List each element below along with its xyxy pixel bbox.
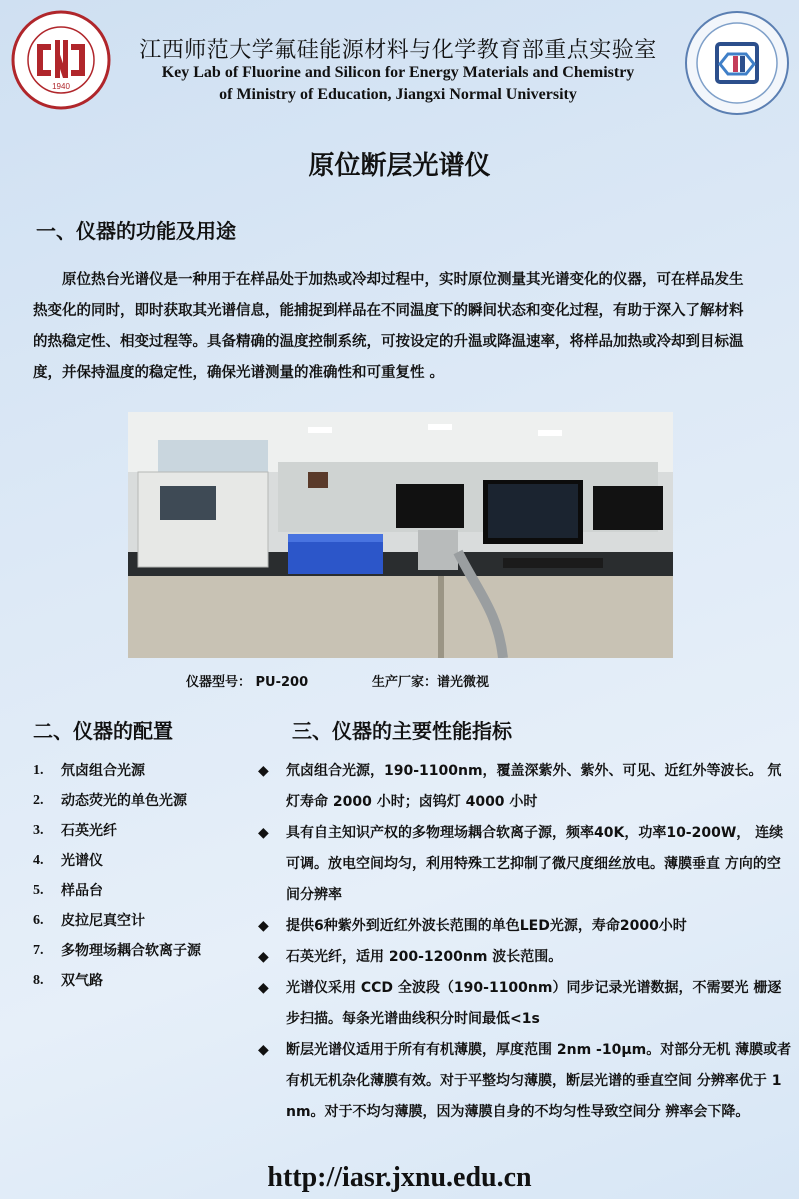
function-paragraph: 原位热台光谱仪是一种用于在样品处于加热或冷却过程中，实时原位测量其光谱变化的仪器，可在样品发生热变化的同时，即时获取其光谱信息，能捕捉到样品在不同温度下的瞬间状态和变化过程，有助于深入了解材料的热稳定性、相变过程等。具备精确的温度控制系统，可按设定的升温或降温速率，将样品加热或冷却到目标温度，并保持温度的稳定性，确保光谱测量的准确性和可重复性 。 [33, 272, 744, 381]
section-heading-performance: 三、仪器的主要性能指标 [292, 719, 512, 743]
list-item: 6. 皮拉尼真空计 [33, 913, 145, 929]
list-item: 3. 石英光纤 [33, 823, 117, 839]
list-item: 1. 氘卤组合光源 [33, 763, 145, 779]
list-item: ◆ 提供6种紫外到近红外波长范围的单色LED光源，寿命2000小时 [258, 911, 793, 942]
section-heading-config: 二、仪器的配置 [33, 719, 173, 743]
diamond-bullet-icon: ◆ [258, 949, 269, 965]
list-item: ◆ 氘卤组合光源，190-1100nm，覆盖深紫外、紫外、可见、近红外等波长。 氘灯寿命 2000 小时；卤钨灯 4000 小时 [258, 756, 793, 818]
list-item: 2. 动态荧光的单色光源 [33, 793, 187, 809]
list-item: ◆ 光谱仪采用 CCD 全波段（190-1100nm）同步记录光谱数据，不需要光 栅逐步扫描。每条光谱曲线积分时间最低<1s [258, 973, 793, 1035]
diamond-bullet-icon: ◆ [258, 918, 269, 934]
diamond-bullet-icon: ◆ [258, 1042, 269, 1058]
instrument-manufacturer: 生产厂家：谱光微视 [372, 675, 490, 690]
diamond-bullet-icon: ◆ [258, 763, 269, 779]
section-heading-function: 一、仪器的功能及用途 [36, 219, 236, 243]
list-item: 8. 双气路 [33, 973, 103, 989]
lab-logo [684, 10, 790, 116]
list-item: 5. 样品台 [33, 883, 103, 899]
header-title-en-line2: of Ministry of Education, Jiangxi Normal University [219, 86, 577, 103]
header-title-en-line1: Key Lab of Fluorine and Silicon for Energy Materials and Chemistry [161, 64, 635, 81]
list-item: 7. 多物理场耦合软离子源 [33, 943, 201, 959]
list-item: ◆ 石英光纤，适用 200-1200nm 波长范围。 [258, 942, 793, 973]
diamond-bullet-icon: ◆ [258, 980, 269, 996]
config-list [33, 756, 243, 996]
list-item: ◆ 断层光谱仪适用于所有有机薄膜，厚度范围 2nm -10μm。对部分无机 薄膜或者有机无机杂化薄膜有效。对于平整均匀薄膜，断层光谱的垂直空间 分辨率优于 1 nm。对于不均匀薄膜，因为薄膜自身的不均匀性导致空间分 辨率会下降。 [258, 1035, 793, 1128]
performance-list [258, 756, 793, 1128]
lab-emblem-icon [684, 10, 790, 116]
svg-text:1940: 1940 [52, 82, 70, 91]
header-title-cn: 江西师范大学氟硅能源材料与化学教育部重点实验室 [139, 38, 657, 63]
list-item: 4. 光谱仪 [33, 853, 103, 869]
university-seal-icon [11, 10, 111, 110]
page-title: 原位断层光谱仪 [308, 151, 491, 181]
diamond-bullet-icon: ◆ [258, 825, 269, 841]
instrument-model: 仪器型号： PU-200 [186, 675, 309, 690]
website-link[interactable]: http://iasr.jxnu.edu.cn [267, 1162, 532, 1193]
instrument-photo [128, 412, 673, 658]
list-item: ◆ 具有自主知识产权的多物理场耦合软离子源，频率40K，功率10-200W， 连续可调。放电空间均匀，利用特殊工艺抑制了微尺度细丝放电。薄膜垂直 方向的空间分辨率 [258, 818, 793, 911]
university-logo [11, 10, 111, 110]
